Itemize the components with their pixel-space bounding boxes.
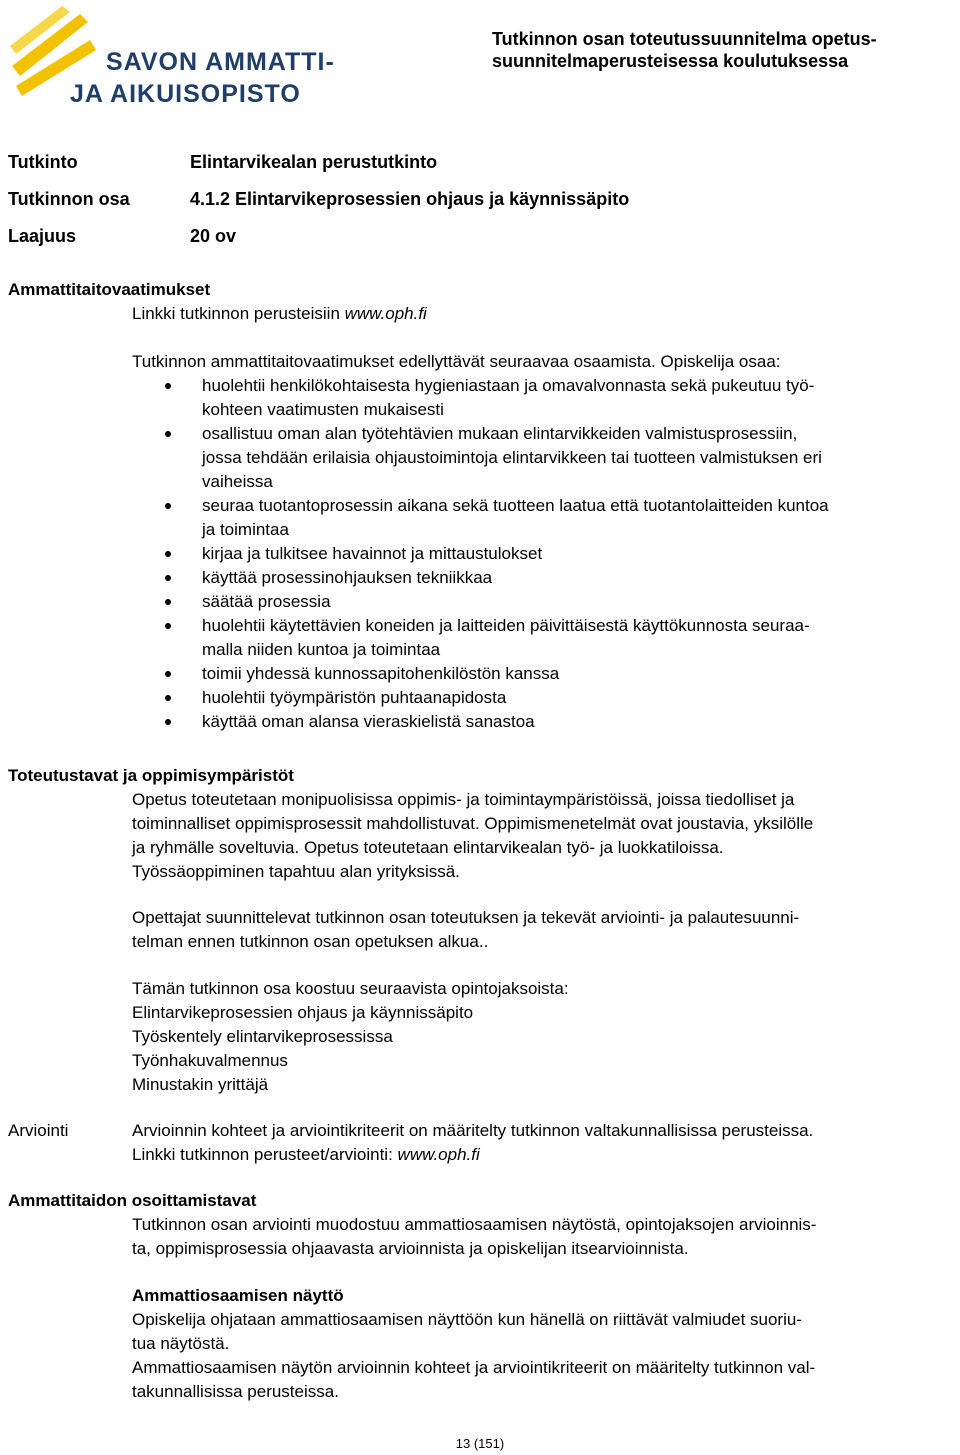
bullet-line: toimii yhdessä kunnossapitohenkilöstön kanssa — [202, 664, 560, 683]
bullet-line: huolehtii käytettävien koneiden ja laitteiden päivittäisestä käyttökunnosta seuraa- — [202, 616, 810, 635]
text-line: telman ennen tutkinnon osan opetuksen alkua.. — [132, 932, 489, 951]
bullet-dot-icon — [165, 503, 171, 509]
document-title: Tutkinnon osan toteutussuunnitelma opetus-suunnitelmaperusteisessa koulutuksessa — [492, 29, 877, 71]
tutkinto-value: Elintarvikealan perustutkinto — [190, 152, 438, 172]
bullet-item — [165, 590, 960, 614]
perusteet-link-line — [132, 302, 958, 326]
bullet-dot-icon — [165, 383, 171, 389]
logo-line-2: JA AIKUISOPISTO — [70, 80, 301, 108]
toteutus-paragraph-1 — [132, 788, 958, 884]
opintojakso-item: Työskentely elintarvikeprosessissa — [132, 1027, 393, 1046]
bullet-line: ja toimintaa — [202, 520, 289, 539]
bullet-item — [165, 494, 960, 542]
opintojaksot-paragraph — [132, 977, 958, 1097]
toteutus-paragraph-2 — [132, 906, 958, 954]
bullet-line: huolehtii työympäristön puhtaanapidosta — [202, 688, 507, 707]
school-logo — [10, 6, 350, 110]
bullet-item — [165, 422, 960, 494]
perusteet-link-prefix: Linkki tutkinnon perusteisiin — [132, 304, 345, 323]
bullet-line: käyttää prosessinohjauksen tekniikkaa — [202, 568, 493, 587]
bullet-line: malla niiden kuntoa ja toimintaa — [202, 640, 441, 659]
text-line: ja ryhmälle soveltuvia. Opetus toteutetaan elintarvikealan työ- ja luokkatiloissa. — [132, 838, 724, 857]
text-line: ta, oppimisprosessia ohjaavasta arvioinnista ja opiskelijan itsearvioinnista. — [132, 1239, 689, 1258]
text-line: toiminnalliset oppimisprosessit mahdollistuvat. Oppimismenetelmät ovat joustavia, yksilölle — [132, 814, 814, 833]
bullet-dot-icon — [165, 575, 171, 581]
laajuus-value: 20 ov — [190, 226, 237, 246]
opintojakso-item: Minustakin yrittäjä — [132, 1075, 269, 1094]
text-line: Opettajat suunnittelevat tutkinnon osan toteutuksen ja tekevät arviointi- ja palautesuunni- — [132, 908, 800, 927]
laajuus-label: Laajuus — [8, 226, 77, 246]
arviointi-link-prefix: Linkki tutkinnon perusteet/arviointi: — [132, 1145, 398, 1164]
bullet-item — [165, 542, 960, 566]
ammattitaito-intro: Tutkinnon ammattitaitovaatimukset edellyttävät seuraavaa osaamista. Opiskelija osaa: — [132, 352, 781, 371]
text-line: Tämän tutkinnon osa koostuu seuraavista opintojaksoista: — [132, 979, 569, 998]
text-line: tua näytöstä. — [132, 1334, 230, 1353]
bullet-line: säätää prosessia — [202, 592, 331, 611]
ammattitaito-heading: Ammattitaitovaatimukset — [8, 280, 211, 299]
bullet-dot-icon — [165, 599, 171, 605]
bullet-dot-icon — [165, 431, 171, 437]
bullet-line: jossa tehdään erilaisia ohjaustoimintoja elintarvikkeen tai tuotteen valmistuksen eri — [202, 448, 822, 467]
arviointi-heading: Arviointi — [8, 1121, 69, 1140]
bullet-line: kirjaa ja tulkitsee havainnot ja mittaustulokset — [202, 544, 543, 563]
bullet-dot-icon — [165, 719, 171, 725]
bullet-line: kohteen vaatimusten mukaisesti — [202, 400, 444, 419]
text-line: Ammattiosaamisen näytön arvioinnin kohteet ja arviointikriteerit on määritelty tutkinnon val- — [132, 1358, 816, 1377]
text-line: Arvioinnin kohteet ja arviointikriteerit on määritelty tutkinnon valtakunnallisissa perusteissa. — [132, 1121, 814, 1140]
osoittaminen-paragraph-2 — [132, 1308, 958, 1404]
bullet-item — [165, 710, 960, 734]
bullet-item — [165, 614, 960, 662]
tutkinnon-osa-value: 4.1.2 Elintarvikeprosessien ohjaus ja käynnissäpito — [190, 189, 630, 209]
page-number: 13 (151) — [455, 1436, 505, 1451]
bullet-line: osallistuu oman alan työtehtävien mukaan elintarvikkeiden valmistusprosessiin, — [202, 424, 798, 443]
text-line: Tutkinnon osan arviointi muodostuu ammattiosaamisen näytöstä, opintojaksojen arvioinnis- — [132, 1215, 817, 1234]
bullet-line: vaiheissa — [202, 472, 273, 491]
naytto-subheading: Ammattiosaamisen näyttö — [132, 1286, 344, 1305]
osoittaminen-paragraph-1 — [132, 1213, 958, 1261]
tutkinnon-osa-label: Tutkinnon osa — [8, 189, 130, 209]
osoittaminen-heading: Ammattitaidon osoittamistavat — [8, 1191, 257, 1210]
text-line: Opetus toteutetaan monipuolisissa oppimis- ja toimintaympäristöissä, joissa tiedolliset ja — [132, 790, 795, 809]
text-line: takunnallisissa perusteissa. — [132, 1382, 339, 1401]
bullet-line: seuraa tuotantoprosessin aikana sekä tuotteen laatua että tuotantolaitteiden kuntoa — [202, 496, 829, 515]
arviointi-paragraph — [132, 1119, 958, 1167]
bullet-line: huolehtii henkilökohtaisesta hygieniastaan ja omavalvonnasta sekä pukeutuu työ- — [202, 376, 815, 395]
text-line: Opiskelija ohjataan ammattiosaamisen näyttöön kun hänellä on riittävät valmiudet suoriu- — [132, 1310, 802, 1329]
logo-line-1: SAVON AMMATTI- — [106, 48, 335, 76]
opintojakso-item: Työnhakuvalmennus — [132, 1051, 288, 1070]
bullet-dot-icon — [165, 623, 171, 629]
opintojakso-item: Elintarvikeprosessien ohjaus ja käynnissäpito — [132, 1003, 474, 1022]
arviointi-link[interactable]: www.oph.fi — [397, 1145, 480, 1164]
perusteet-link[interactable]: www.oph.fi — [344, 304, 427, 323]
toteutus-heading: Toteutustavat ja oppimisympäristöt — [8, 766, 294, 785]
bullet-line: käyttää oman alansa vieraskielistä sanastoa — [202, 712, 535, 731]
bullet-item — [165, 662, 960, 686]
bullet-dot-icon — [165, 695, 171, 701]
tutkinto-label: Tutkinto — [8, 152, 78, 172]
bullet-item — [165, 566, 960, 590]
bullet-dot-icon — [165, 551, 171, 557]
arviointi-link-line — [132, 1143, 958, 1167]
text-line: Työssäoppiminen tapahtuu alan yrityksissä. — [132, 862, 460, 881]
ammattitaito-bullet-list — [165, 374, 960, 734]
bullet-item — [165, 686, 960, 710]
bullet-item — [165, 374, 960, 422]
bullet-dot-icon — [165, 671, 171, 677]
